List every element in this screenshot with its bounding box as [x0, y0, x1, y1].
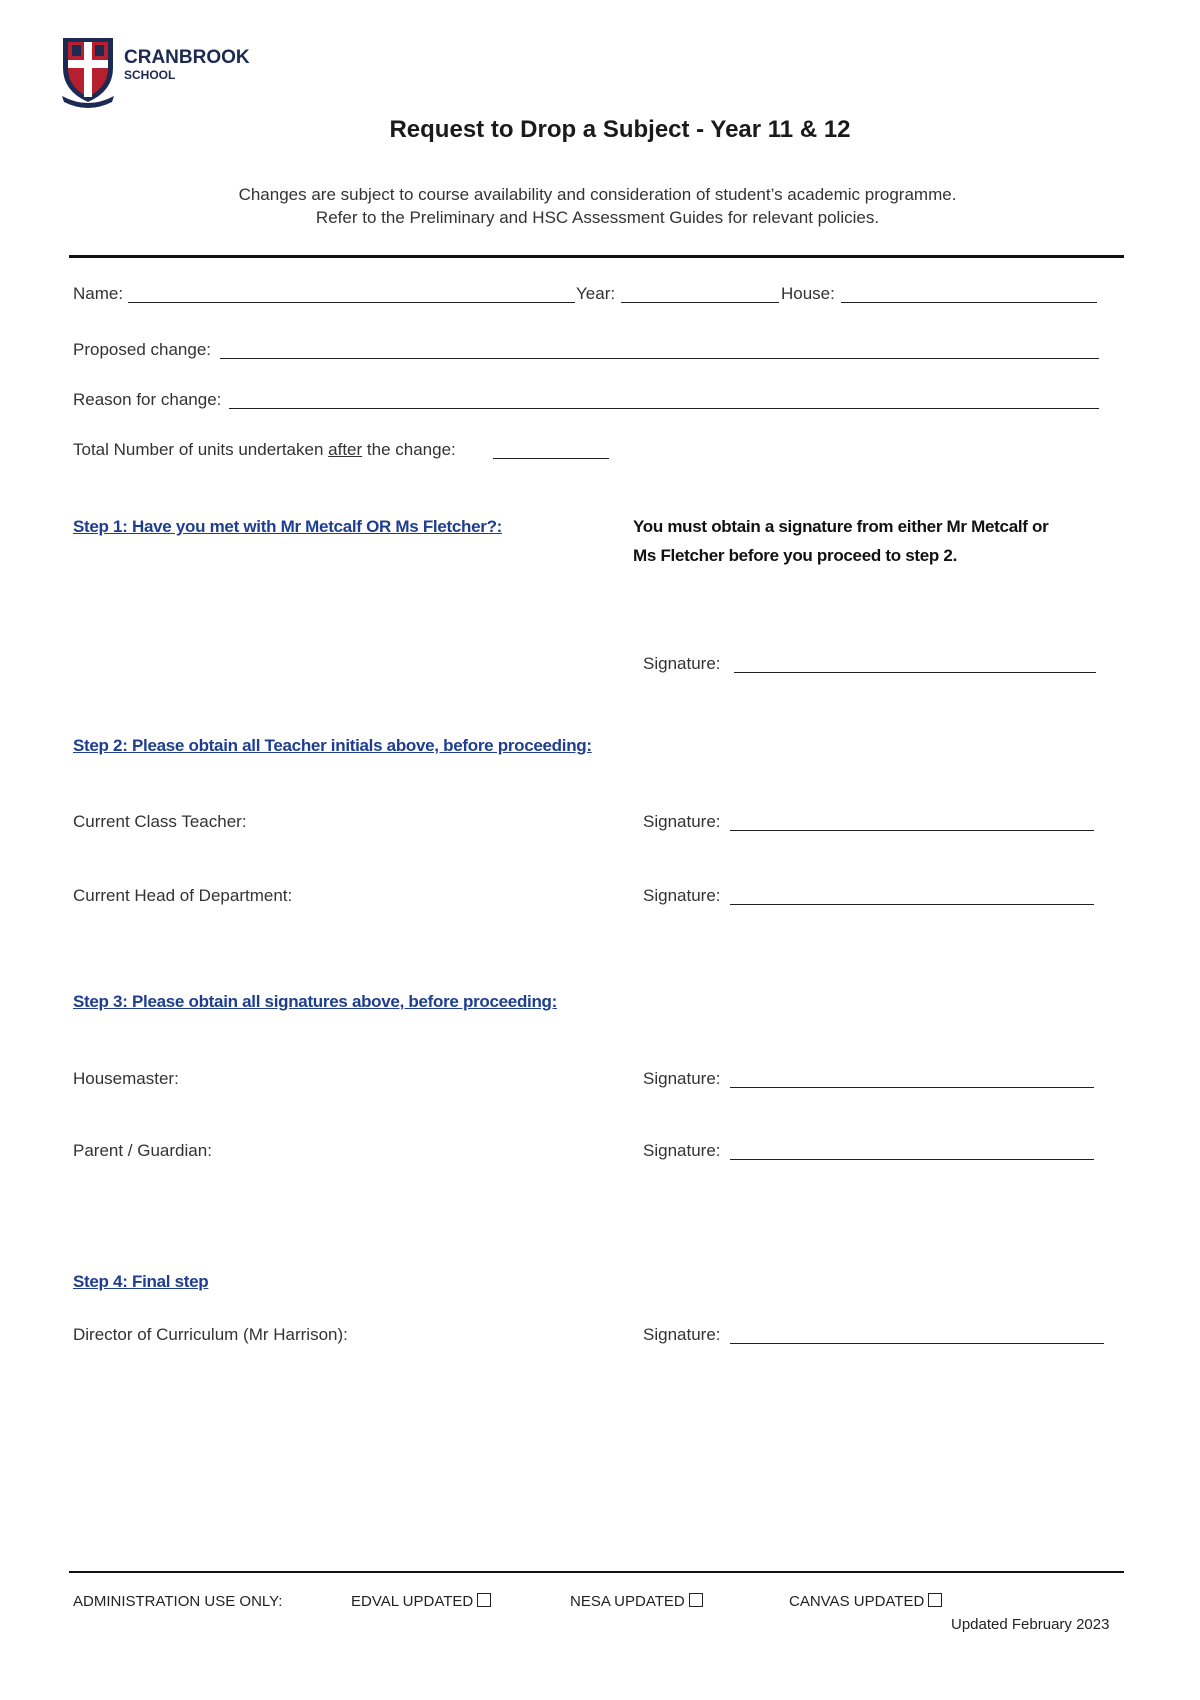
year-field[interactable] [621, 302, 779, 303]
school-logo [60, 36, 272, 108]
house-field[interactable] [841, 302, 1097, 303]
name-label: Name: [73, 284, 124, 303]
parent-guardian-label: Parent / Guardian: [73, 1141, 212, 1160]
step-4-heading: Step 4: Final step [73, 1272, 209, 1291]
year-label: Year: [576, 284, 616, 303]
edval-updated: EDVAL UPDATED [351, 1593, 491, 1610]
class-teacher-signature-field[interactable] [730, 830, 1094, 831]
header-divider [69, 255, 1124, 258]
updated-date: Updated February 2023 [951, 1616, 1110, 1633]
housemaster-label: Housemaster: [73, 1069, 179, 1088]
step-1-note: You must obtain a signature from either Mr Metcalf or Ms Fletcher before you proceed to step 2. [633, 517, 1049, 565]
name-field[interactable] [128, 302, 575, 303]
canvas-checkbox[interactable] [928, 1593, 942, 1607]
head-of-department-label: Current Head of Department: [73, 886, 293, 905]
proposed-change-field[interactable] [220, 358, 1099, 359]
reason-field[interactable] [229, 408, 1099, 409]
units-field[interactable] [493, 458, 609, 459]
director-signature-field[interactable] [730, 1343, 1104, 1344]
admin-use-label: ADMINISTRATION USE ONLY: [73, 1593, 283, 1610]
step-2-heading: Step 2: Please obtain all Teacher initials above, before proceeding: [73, 736, 592, 755]
step-1-signature-field[interactable] [734, 672, 1096, 673]
footer-divider [69, 1571, 1124, 1573]
proposed-change-label: Proposed change: [73, 340, 211, 359]
class-teacher-label: Current Class Teacher: [73, 812, 247, 831]
edval-checkbox[interactable] [477, 1593, 491, 1607]
head-of-department-signature-field[interactable] [730, 904, 1094, 905]
step-1-signature-label: Signature: [643, 654, 721, 673]
units-label: Total Number of units undertaken after the change: [73, 440, 456, 459]
parent-guardian-signature-field[interactable] [730, 1159, 1094, 1160]
svg-text:SCHOOL: SCHOOL [124, 68, 176, 82]
nesa-updated: NESA UPDATED [570, 1593, 703, 1610]
parent-guardian-signature-label: Signature: [643, 1141, 721, 1160]
canvas-updated: CANVAS UPDATED [789, 1593, 942, 1610]
director-signature-label: Signature: [643, 1325, 721, 1344]
svg-text:CRANBROOK: CRANBROOK [124, 47, 250, 68]
step-3-heading: Step 3: Please obtain all signatures above, before proceeding: [73, 992, 557, 1011]
house-label: House: [781, 284, 835, 303]
cranbrook-crest-icon [60, 36, 272, 108]
reason-label: Reason for change: [73, 390, 222, 409]
housemaster-signature-label: Signature: [643, 1069, 721, 1088]
subtitle-line-2: Refer to the Preliminary and HSC Assessment Guides for relevant policies. [315, 208, 880, 227]
director-label: Director of Curriculum (Mr Harrison): [73, 1325, 348, 1344]
step-1-heading: Step 1: Have you met with Mr Metcalf OR Ms Fletcher?: [73, 517, 503, 536]
head-of-department-signature-label: Signature: [643, 886, 721, 905]
class-teacher-signature-label: Signature: [643, 812, 721, 831]
housemaster-signature-field[interactable] [730, 1087, 1094, 1088]
page-title: Request to Drop a Subject - Year 11 & 12 [389, 116, 851, 143]
nesa-checkbox[interactable] [689, 1593, 703, 1607]
subtitle-line-1: Changes are subject to course availability and consideration of student’s academic programme. [238, 185, 957, 204]
